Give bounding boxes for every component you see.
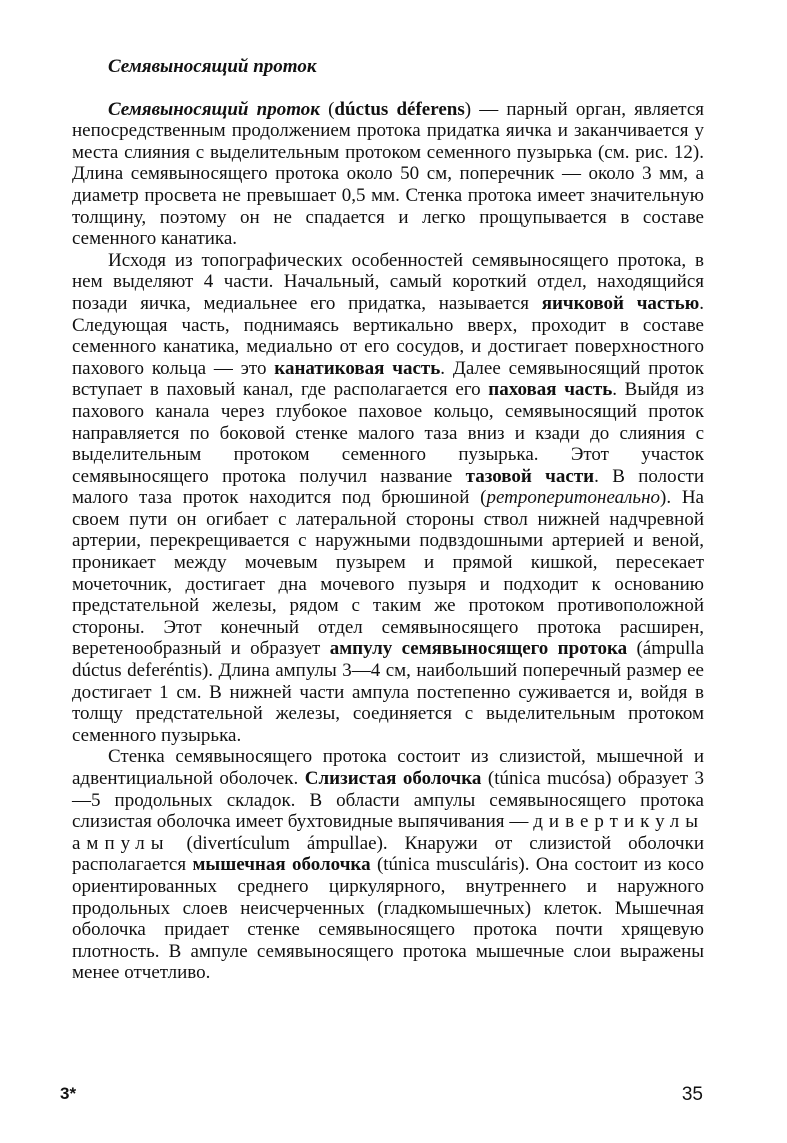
run-text: . Далее семявыносящий проток вступает в паховый канал, где располагается его [72, 357, 704, 401]
run-bold-term: тазовой части [465, 465, 595, 487]
run-text: ( [319, 98, 335, 120]
signature-mark: 3* [60, 1084, 77, 1103]
page-body [72, 56, 704, 984]
run-text: (túnica musculáris). Она состоит из косо ориентированных среднего циркулярного, внутреннего и наружного продольных слоев неисчерченных (гладкомышечных) клеток. Мышечная оболочка придает стенке семявыносящего протока почти хрящевую плотность. В ампуле семявыносящего протока мышечные слои выражены менее отчетливо. [72, 854, 704, 984]
paragraph-2 [72, 250, 704, 747]
run-text: (túnica mucósa) образует 3—5 продольных складок. В области ампулы семявыносящего протока слизистая оболочка имеет бухтовидные выпячивания — [72, 768, 705, 833]
run-bold-term: яичковой частью [541, 292, 700, 314]
run-bold-term: мышечная оболочка [192, 854, 371, 876]
paragraph-1 [72, 99, 704, 250]
run-text: ). На своем пути он огибает с латеральной стороны ствол нижней надчревной артерии, перекрещивается с наружными подвздошными артерией и веной, проникает между мочевым пузырем и прямой кишкой, пересекает мочеточник, достигает дна мочевого пузыря и подходит к основанию предстательной железы, рядом с таким же протоком противоположной стороны. Этот конечный отдел семявыносящего протока расширен, веретенообразный и образует [72, 487, 704, 660]
paragraph-3 [72, 746, 704, 984]
run-text: ) — парный орган, является непосредственным продолжением протока придатка яичка и заканчивается у места слияния с выделительным протоком семенного пузырька (см. рис. 12). Длина семявыносящего протока около 50 см, поперечник — около 3 мм, а диаметр просвета не превышает 0,5 мм. Стенка протока имеет значительную толщину, поэтому он не спадается и легко прощупывается в составе семенного канатика. [72, 98, 704, 250]
run-term: Семявыносящий проток [108, 98, 320, 120]
run-bold-term: Слизистая оболочка [304, 768, 482, 789]
run-text: . Выйдя из пахового канала через глубокое паховое кольцо, семявыносящий проток направляется по боковой стенке малого таза вниз и кзади до слияния с выделительным протоком семенного пузырька. Этот участок семявыносящего протока получил название [72, 379, 705, 487]
run-text: Стенка семявыносящего протока состоит из слизистой, мышечной и адвентициальной оболочек. [72, 746, 704, 789]
run-bold-term: канатиковая часть [274, 357, 441, 379]
run-text: . Следующая часть, поднимаясь вертикально вверх, проходит в составе семенного канатика, медиально от его сосудов, и достигает поверхностного пахового кольца — это [72, 292, 704, 379]
run-bold-term: ампулу семявыносящего протока [329, 638, 628, 660]
run-bold-term: паховая часть [488, 379, 613, 401]
page-number: 35 [681, 1084, 703, 1105]
run-italic-term: ретроперитонеально [486, 487, 660, 509]
run-text: Исходя из топографических особенностей семявыносящего протока, в нем выделяют 4 части. Начальный, самый короткий отдел, находящийся позади яичка, медиальнее его придатка, называется [72, 249, 704, 314]
section-heading: Семявыносящий проток [108, 56, 317, 77]
run-text: (divertículum ámpullae). Кнаружи от слизистой оболочки располагается [72, 832, 704, 876]
run-text: . В полости малого таза проток находится под брюшиной ( [72, 465, 704, 509]
run-text: (ámpulla dúctus deferéntis). Длина ампулы 3—4 см, наибольший поперечный размер ее достигает 1 см. В нижней части ампула постепенно суживается и, войдя в толщу предстательной железы, соединяется с выделительным протоком семенного пузырька. [72, 638, 704, 746]
run-spaced-term: дивертикулы ампулы [72, 811, 704, 854]
run-latin-term: dúctus déferens [334, 98, 465, 120]
